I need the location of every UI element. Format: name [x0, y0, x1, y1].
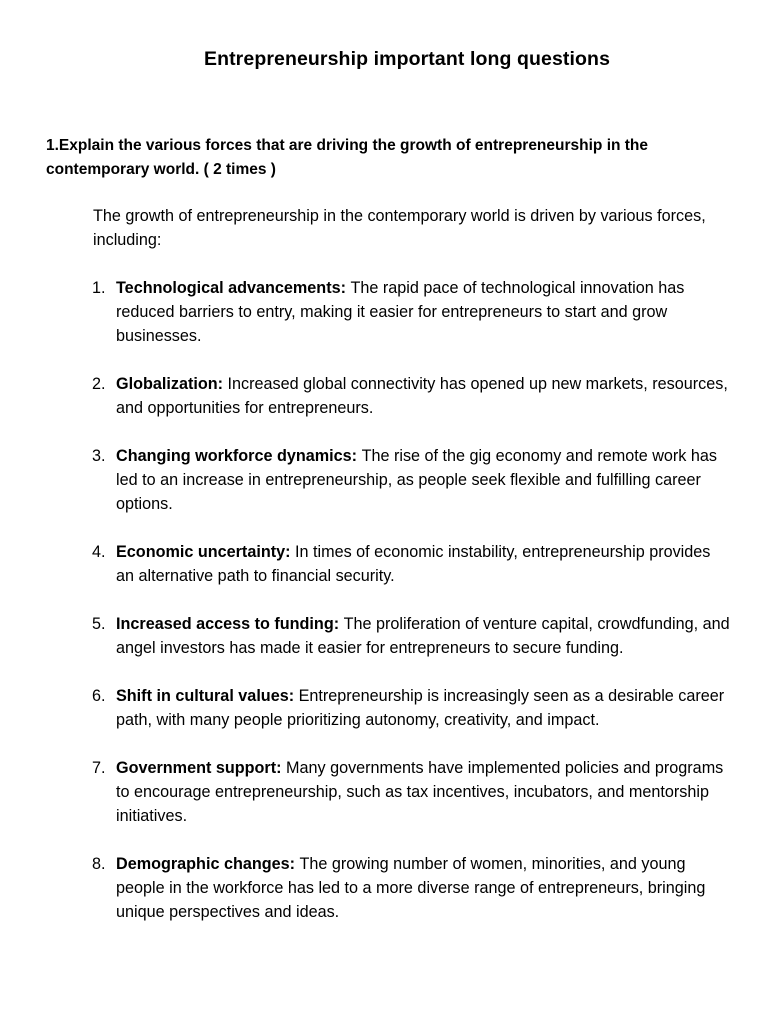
list-item-number: 4. — [92, 543, 106, 561]
list-item-heading: Technological advancements: — [116, 279, 351, 297]
list-item-number: 8. — [92, 855, 106, 873]
list-item-text: Entrepreneurship is increasingly seen as a desirable career path, with many people prioritizing autonomy, creativity, and impact. — [116, 687, 725, 729]
list-item-text: The proliferation of venture capital, crowdfunding, and angel investors has made it easier for entrepreneurs to secure funding. — [116, 615, 730, 657]
list-item — [92, 756, 732, 828]
list-item — [92, 612, 732, 660]
list-item — [92, 540, 732, 588]
list-item — [92, 276, 732, 348]
list-item-text: In times of economic instability, entrepreneurship provides an alternative path to financial security. — [116, 543, 711, 585]
list-item-number: 2. — [92, 375, 106, 393]
list-item-heading: Demographic changes: — [116, 855, 300, 873]
list-item — [92, 444, 732, 516]
list-item-heading: Changing workforce dynamics: — [116, 447, 362, 465]
list-item-number: 6. — [92, 687, 106, 705]
list-item — [92, 852, 732, 924]
question-heading: 1.Explain the various forces that are driving the growth of entrepreneurship in the contemporary world. ( 2 times ) — [46, 137, 649, 178]
page-title: Entrepreneurship important long questions — [203, 48, 611, 70]
list-item — [92, 684, 732, 732]
list-item-number: 3. — [92, 447, 106, 465]
forces-list — [92, 276, 732, 948]
list-item-number: 5. — [92, 615, 106, 633]
list-item-heading: Globalization: — [116, 375, 228, 393]
list-item-heading: Shift in cultural values: — [116, 687, 299, 705]
list-item-heading: Government support: — [116, 759, 286, 777]
answer-intro: The growth of entrepreneurship in the contemporary world is driven by various forces, including: — [93, 207, 706, 249]
list-item-number: 7. — [92, 759, 106, 777]
list-item-text: The rapid pace of technological innovation has reduced barriers to entry, making it easier for entrepreneurs to start and grow businesses. — [116, 279, 685, 345]
list-item-number: 1. — [92, 279, 106, 297]
list-item-heading: Economic uncertainty: — [116, 543, 295, 561]
list-item — [92, 372, 732, 420]
list-item-text: The growing number of women, minorities, and young people in the workforce has led to a more diverse range of entrepreneurs, bringing unique perspectives and ideas. — [116, 855, 706, 921]
list-item-heading: Increased access to funding: — [116, 615, 344, 633]
list-item-text: Increased global connectivity has opened up new markets, resources, and opportunities for entrepreneurs. — [116, 375, 728, 417]
list-item-text: Many governments have implemented policies and programs to encourage entrepreneurship, such as tax incentives, incubators, and mentorship initiatives. — [116, 759, 724, 825]
list-item-text: The rise of the gig economy and remote work has led to an increase in entrepreneurship, as people seek flexible and fulfilling career options. — [116, 447, 717, 513]
